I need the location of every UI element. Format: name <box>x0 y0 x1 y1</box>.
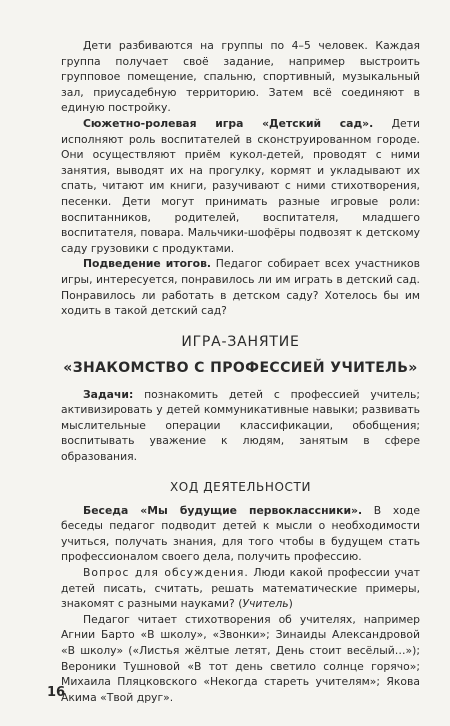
tasks-text: познакомить детей с профессией учитель; активизировать у детей коммуникативные навыки; развивать мыслительные операции классификации, обобщения; воспитывать уважение к людям, занятым в сфере образования. <box>61 387 420 464</box>
section-title-game-lesson: ИГРА-ЗАНЯТИЕ <box>181 333 300 350</box>
summary-text: Педагог собирает всех участников игры, интересуется, понравилось ли им играть в детский сад. Понравилось ли работать в детском саду? Хотелось бы им ходить в такой детский сад? <box>61 257 420 318</box>
role-play-label: Сюжетно-ролевая игра «Детский сад». <box>83 116 374 130</box>
question-end: ) <box>288 597 293 611</box>
subhead-gap <box>61 465 420 479</box>
beseda-gap <box>61 495 420 503</box>
poems-paragraph: Педагог читает стихотворения об учителях, например Агнии Барто «В школу», «Звонки»; Зинаиды Александровой «В школу» («Листья жёлтые летят, День стоит весёлый…»); Вероники Тушновой «В тот день светило солнце горячо»; Михаила Пляцковского «Некогда стареть учителям»; Якова Акима «Твой друг». <box>61 612 420 704</box>
role-play-text: Дети исполняют роль воспитателей в сконструированном городе. Они осуществляют приём кукол-детей, проводят с ними занятия, выводят их на прогулку, кормят и укладывают их спать, читают им книги, разучивают с ними стихотворения, песенки. Дети могут принимать разные игровые роли: воспитанников, родителей, воспитателя, младшего воспитателя, повара. Мальчики-шофёры подвозят к детскому саду грузовики с продуктами. <box>61 116 420 255</box>
beseda-text: В ходе беседы педагог подводит детей к мысли о необходимости учиться, получать знания, для того чтобы в будущем стать профессионалом своего дела, получить профессию. <box>61 503 421 564</box>
section-gap <box>61 319 420 333</box>
section-title-teacher-profession: «ЗНАКОМСТВО С ПРОФЕССИЕЙ УЧИТЕЛЬ» <box>63 359 418 376</box>
question-label: Вопрос для обсуждения. <box>83 566 249 580</box>
tasks-paragraph <box>61 387 420 465</box>
question-text: Люди какой профессии учат детей писать, считать, решать математические примеры, знакомят с разными науками? ( <box>61 566 420 611</box>
page-number: 16 <box>47 685 66 700</box>
progress-subheading: ХОД ДЕЯТЕЛЬНОСТИ <box>169 479 312 494</box>
beseda-paragraph <box>61 503 420 565</box>
summary-paragraph <box>61 256 420 318</box>
summary-label: Подведение итогов. <box>83 257 212 271</box>
intro-paragraph: Дети разбиваются на группы по 4–5 человек. Каждая группа получает своё задание, например выстроить групповое помещение, спальню, спортивный, музыкальный зал, приусадебную территорию. Затем всё соединяют в единую постройку. <box>61 39 420 115</box>
question-paragraph <box>61 565 420 612</box>
tasks-label: Задачи: <box>83 387 134 401</box>
beseda-label: Беседа «Мы будущие первоклассники». <box>83 503 363 517</box>
tasks-gap <box>61 377 420 387</box>
question-answer: Учитель <box>242 597 289 611</box>
role-play-paragraph <box>61 116 420 256</box>
